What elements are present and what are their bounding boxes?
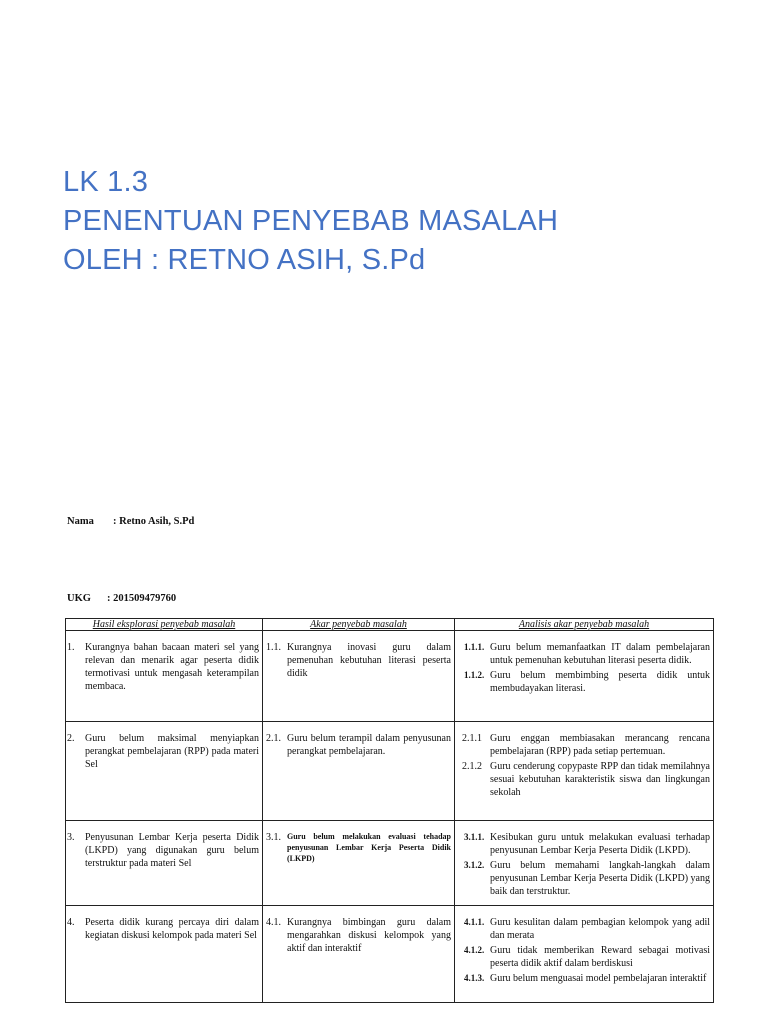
item-number: 4.1. [266,917,281,928]
cell-akar [263,631,455,722]
table-row [66,631,714,722]
item-number: 1.1.2. [464,670,485,680]
item-text: Guru kesulitan dalam pembagian kelompok yang adil dan merata [490,917,710,941]
item-text: Guru cenderung copypaste RPP dan tidak memilahnya sesuai kebutuhan karakteristik siswa dan lingkungan sekolah [490,761,710,798]
title-line-3: OLEH : RETNO ASIH, S.Pd [63,244,426,276]
item-text: Guru belum membimbing peserta didik untuk membudayakan literasi. [490,670,710,694]
ukg-field [67,593,176,604]
cell-analisis [455,906,714,1003]
cell-hasil [66,631,263,722]
item-number: 4. [67,917,75,928]
document-title [63,163,558,280]
item-text: Guru tidak memberikan Reward sebagai motivasi peserta didik aktif dalam berdiskusi [490,945,710,969]
cell-analisis [455,631,714,722]
item-number: 2.1.2 [462,761,482,772]
header-akar-penyebab: Akar penyebab masalah [263,619,455,631]
ukg-value: : 201509479760 [107,593,177,604]
item-text: Guru enggan membiasakan merancang rencana pembelajaran (RPP) pada setiap pertemuan. [490,733,710,757]
item-text: Guru belum melakukan evaluasi tehadap penyusunan Lembar Kerja Peserta Didik (LKPD) [287,832,451,863]
cell-hasil [66,906,263,1003]
header-analisis-akar: Analisis akar penyebab masalah [455,619,714,631]
table-row [66,821,714,906]
cell-hasil [66,722,263,821]
item-text: Kesibukan guru untuk melakukan evaluasi terhadap penyusunan Lembar Kerja Peserta Didik (LKPD). [490,832,710,856]
item-number: 4.1.1. [464,917,485,927]
item-text: Kurangnya inovasi guru dalam pemenuhan kebutuhan literasi peserta didik [287,642,451,679]
cell-akar [263,906,455,1003]
item-number: 4.1.3. [464,973,485,983]
cell-akar [263,821,455,906]
item-number: 2.1. [266,733,281,744]
title-line-2: PENENTUAN PENYEBAB MASALAH [63,205,559,237]
cell-analisis [455,821,714,906]
item-text: Peserta didik kurang percaya diri dalam kegiatan diskusi kelompok pada materi Sel [85,917,259,941]
item-number: 3.1.2. [464,860,485,870]
item-number: 1. [67,642,75,653]
item-text: Guru belum memanfaatkan IT dalam pembelajaran untuk pemenuhan kebutuhan literasi peserta didik. [490,642,710,666]
name-label: Nama [67,516,94,527]
name-value: : Retno Asih, S.Pd [113,516,195,527]
item-number: 3.1.1. [464,832,485,842]
item-text: Penyusunan Lembar Kerja peserta Didik (LKPD) yang digunakan guru belum terstruktur pada materi Sel [85,832,259,869]
header-hasil-eksplorasi: Hasil eksplorasi penyebab masalah [66,619,263,631]
item-text: Kurangnya bimbingan guru dalam mengarahkan diskusi kelompok yang aktif dan interaktif [287,917,451,954]
item-text: Guru belum memahami langkah-langkah dalam penyusunan Lembar Kerja Peserta Didik (LKPD) yang baik dan terstruktur. [490,860,710,897]
item-number: 1.1. [266,642,281,653]
cell-akar [263,722,455,821]
item-number: 1.1.1. [464,642,485,652]
item-number: 2. [67,733,75,744]
item-number: 4.1.2. [464,945,485,955]
item-text: Guru belum menguasai model pembelajaran interaktif [490,973,707,984]
item-number: 3.1. [266,832,281,843]
item-text: Kurangnya bahan bacaan materi sel yang relevan dan menarik agar peserta didik termotivasi untuk mengasah keterampilan membaca. [85,642,259,692]
cell-analisis [455,722,714,821]
table-row [66,906,714,1003]
analysis-table [65,618,714,1003]
item-number: 3. [67,832,75,843]
item-text: Guru belum maksimal menyiapkan perangkat pembelajaran (RPP) pada materi Sel [85,733,259,770]
title-line-1: LK 1.3 [63,166,149,198]
item-number: 2.1.1 [462,733,482,744]
cell-hasil [66,821,263,906]
item-text: Guru belum terampil dalam penyusunan perangkat pembelajaran. [287,733,451,757]
table-row [66,722,714,821]
ukg-label: UKG [67,593,91,604]
name-field [67,516,194,527]
table-header-row [66,619,714,631]
